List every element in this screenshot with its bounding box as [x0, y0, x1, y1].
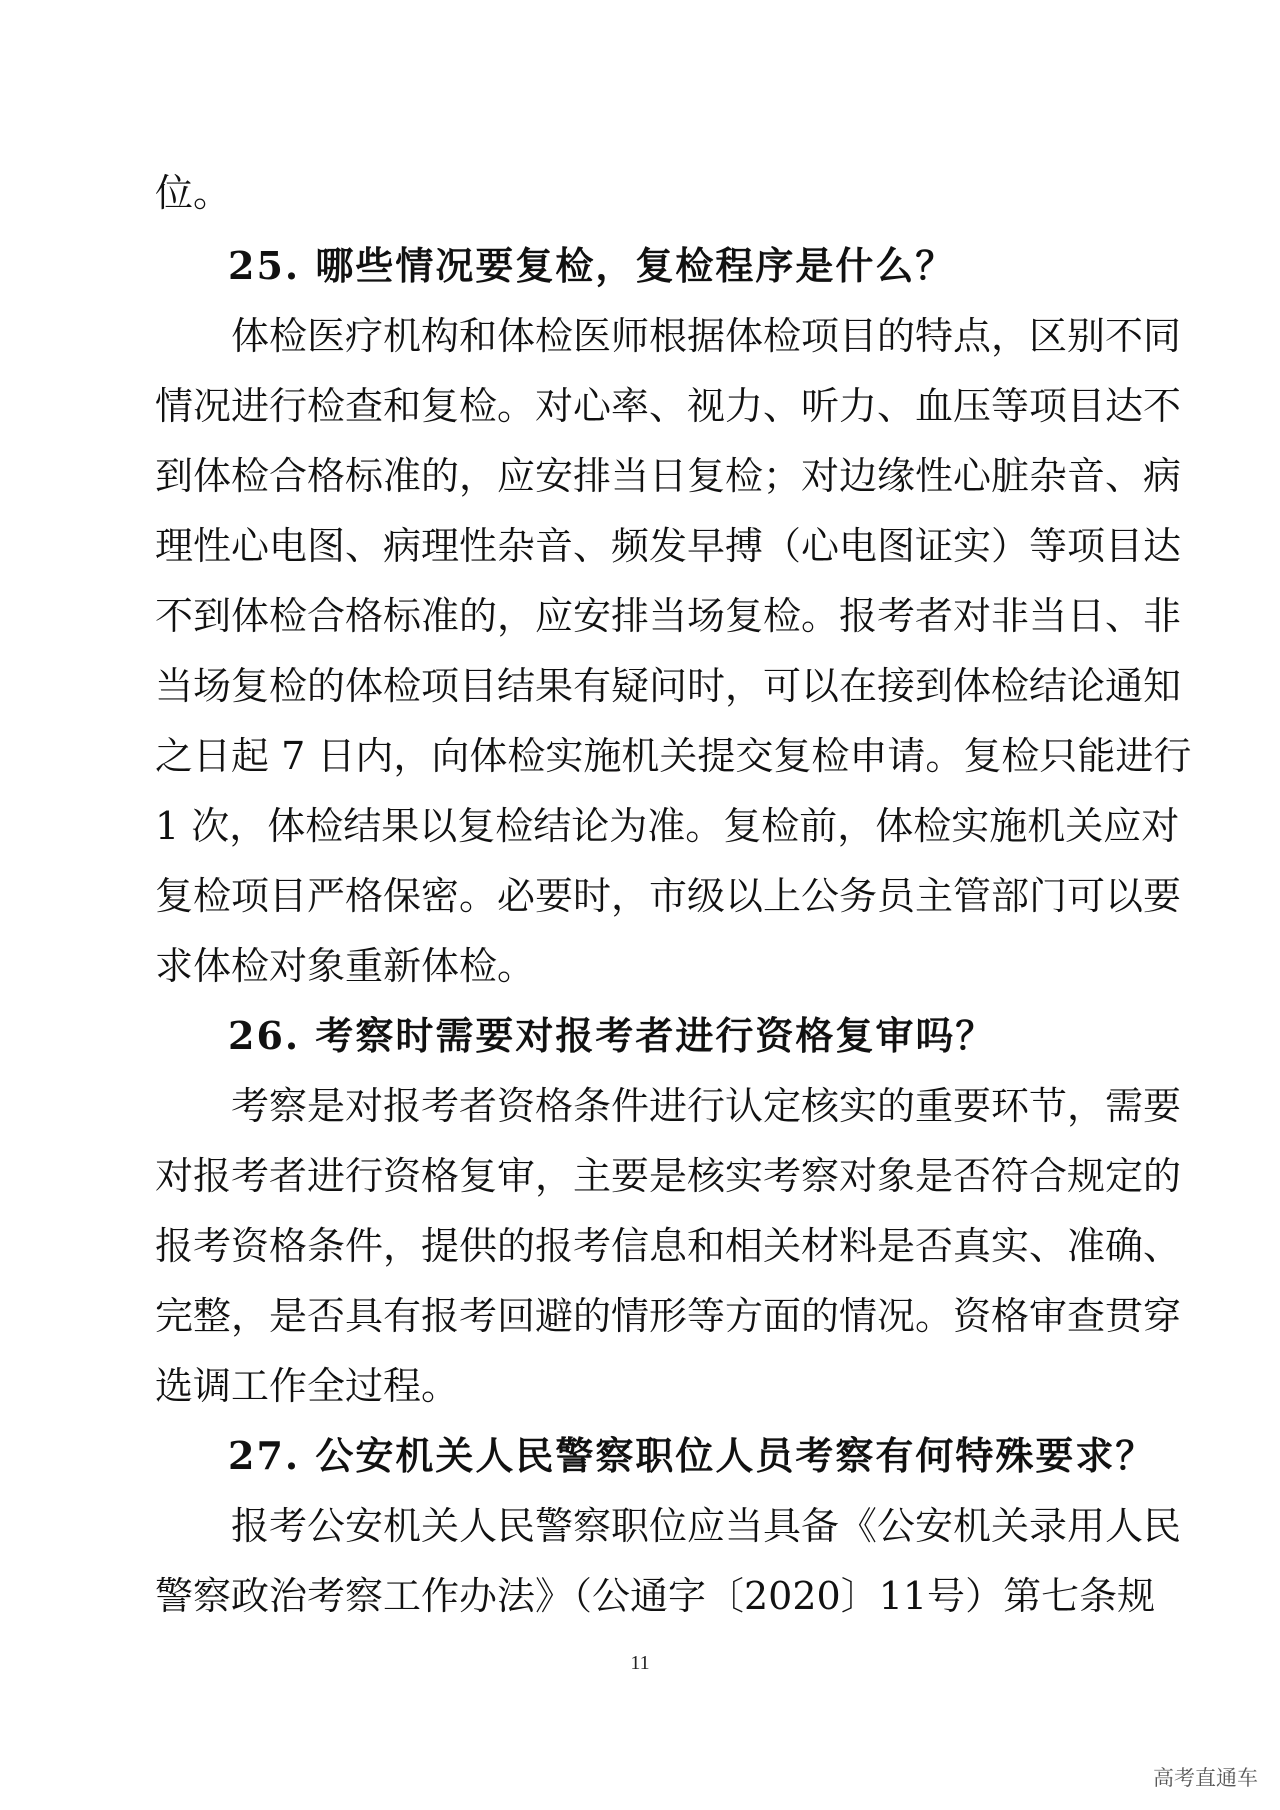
- text-line: 完整，是否具有报考回避的情形等方面的情况。资格审查贯穿: [155, 1294, 1182, 1338]
- text-line: 报考公安机关人民警察职位应当具备《公安机关录用人民: [155, 1504, 1182, 1548]
- text-line: 理性心电图、病理性杂音、频发早搏（心电图证实）等项目达: [155, 524, 1182, 568]
- text-line: 选调工作全过程。: [155, 1364, 460, 1408]
- text-line: 情况进行检查和复检。对心率、视力、听力、血压等项目达不: [155, 384, 1182, 428]
- text-line: 报考资格条件，提供的报考信息和相关材料是否真实、准确、: [155, 1224, 1182, 1268]
- text-line: 当场复检的体检项目结果有疑问时，可以在接到体检结论通知: [155, 664, 1182, 708]
- text-line: 不到体检合格标准的，应安排当场复检。报考者对非当日、非: [155, 594, 1182, 638]
- question-heading-26: 26. 考察时需要对报考者进行资格复审吗？: [228, 1013, 996, 1058]
- question-heading-25: 25. 哪些情况要复检，复检程序是什么？: [228, 243, 956, 288]
- text-line: 求体检对象重新体检。: [155, 944, 536, 988]
- page-number: 11: [630, 1652, 650, 1674]
- question-heading-27: 27. 公安机关人民警察职位人员考察有何特殊要求？: [228, 1433, 1156, 1478]
- watermark-text: 高考直通车: [1153, 1766, 1258, 1790]
- text-line: 位。: [155, 171, 232, 215]
- text-line: 到体检合格标准的，应安排当日复检；对边缘性心脏杂音、病: [155, 454, 1182, 498]
- text-line: 1 次，体检结果以复检结论为准。复检前，体检实施机关应对: [155, 804, 1180, 848]
- text-line: 对报考者进行资格复审，主要是核实考察对象是否符合规定的: [155, 1154, 1182, 1198]
- text-line: 复检项目严格保密。必要时，市级以上公务员主管部门可以要: [155, 874, 1182, 918]
- text-line: 体检医疗机构和体检医师根据体检项目的特点，区别不同: [155, 314, 1182, 358]
- text-line: 警察政治考察工作办法》（公通字〔2020〕11号）第七条规: [155, 1574, 1156, 1618]
- text-line: 考察是对报考者资格条件进行认定核实的重要环节，需要: [155, 1084, 1182, 1128]
- text-line: 之日起 7 日内，向体检实施机关提交复检申请。复检只能进行: [155, 734, 1192, 778]
